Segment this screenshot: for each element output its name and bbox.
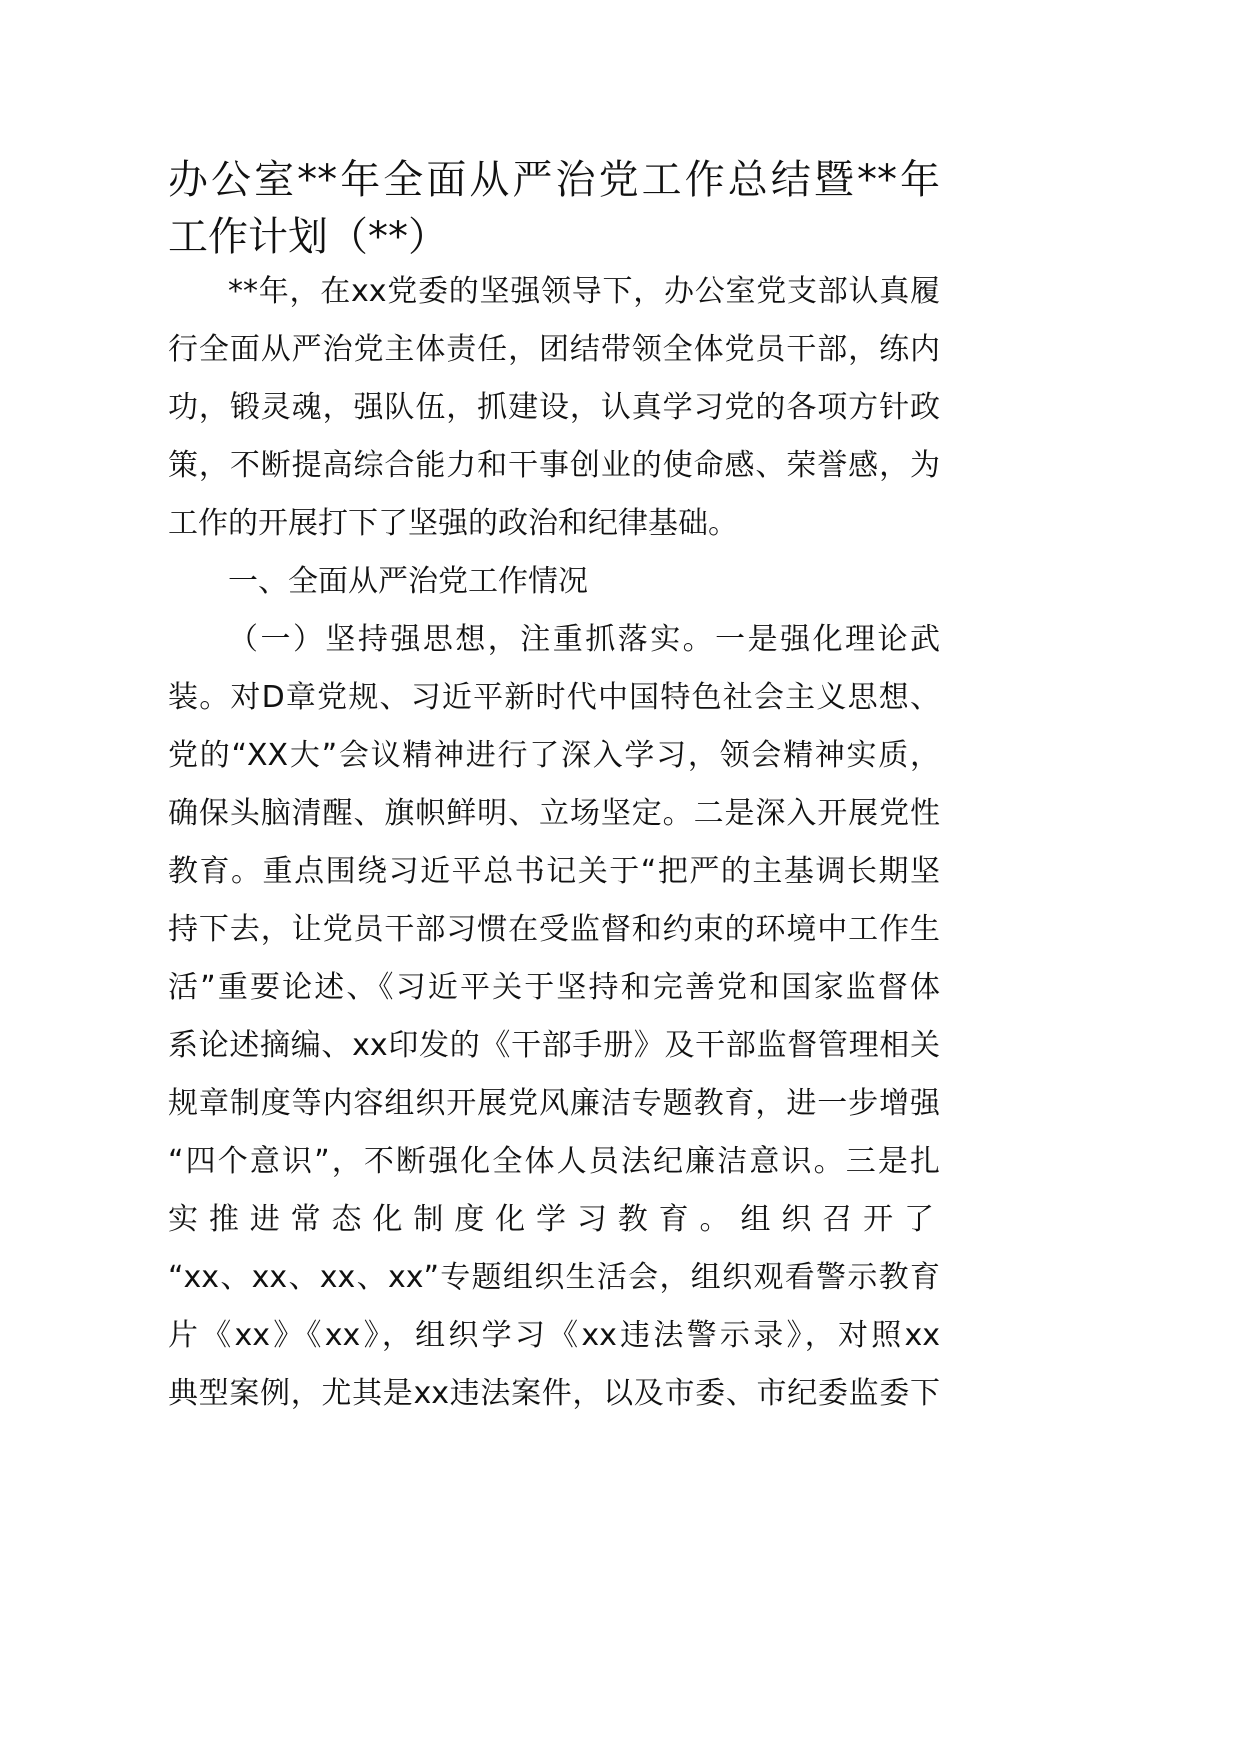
paragraph-line: 行全面从严治党主体责任，团结带领全体党员干部，练内 xyxy=(168,332,940,367)
document-title-line-1: 办公室**年全面从严治党工作总结暨**年 xyxy=(168,157,940,203)
paragraph-line: “四个意识”，不断强化全体人员法纪廉洁意识。三是扎 xyxy=(168,1144,940,1179)
paragraph-line: 工作的开展打下了坚强的政治和纪律基础。 xyxy=(168,506,738,541)
paragraph-line: 系论述摘编、xx印发的《干部手册》及干部监督管理相关 xyxy=(168,1028,940,1063)
paragraph-line: 策，不断提高综合能力和干事创业的使命感、荣誉感，为 xyxy=(168,448,940,483)
paragraph-line: （一）坚持强思想，注重抓落实。一是强化理论武 xyxy=(228,622,940,657)
paragraph-line: **年，在xx党委的坚强领导下，办公室党支部认真履 xyxy=(228,274,940,309)
paragraph-line: 持下去，让党员干部习惯在受监督和约束的环境中工作生 xyxy=(168,912,940,947)
paragraph-line: 教育。重点围绕习近平总书记关于“把严的主基调长期坚 xyxy=(168,854,940,889)
section-heading: 一、全面从严治党工作情况 xyxy=(228,564,588,599)
paragraph-line: 活”重要论述、《习近平关于坚持和完善党和国家监督体 xyxy=(168,970,940,1005)
paragraph-line: 确保头脑清醒、旗帜鲜明、立场坚定。二是深入开展党性 xyxy=(168,796,940,831)
paragraph-line: 党的“XX大”会议精神进行了深入学习，领会精神实质， xyxy=(168,738,940,773)
paragraph-line: 功，锻灵魂，强队伍，抓建设，认真学习党的各项方针政 xyxy=(168,390,940,425)
paragraph-line: 规章制度等内容组织开展党风廉洁专题教育，进一步增强 xyxy=(168,1086,940,1121)
paragraph-line: 装。对D章党规、习近平新时代中国特色社会主义思想、 xyxy=(168,680,940,715)
paragraph-line: 片《xx》《xx》，组织学习《xx违法警示录》，对照xx xyxy=(168,1318,940,1353)
paragraph-line: 实推进常态化制度化学习教育。组织召开了 xyxy=(168,1202,940,1237)
paragraph-line: “xx、xx、xx、xx”专题组织生活会，组织观看警示教育 xyxy=(168,1260,940,1295)
paragraph-line: 典型案例，尤其是xx违法案件，以及市委、市纪委监委下 xyxy=(168,1376,940,1411)
document-title-line-2: 工作计划（**） xyxy=(168,214,448,260)
